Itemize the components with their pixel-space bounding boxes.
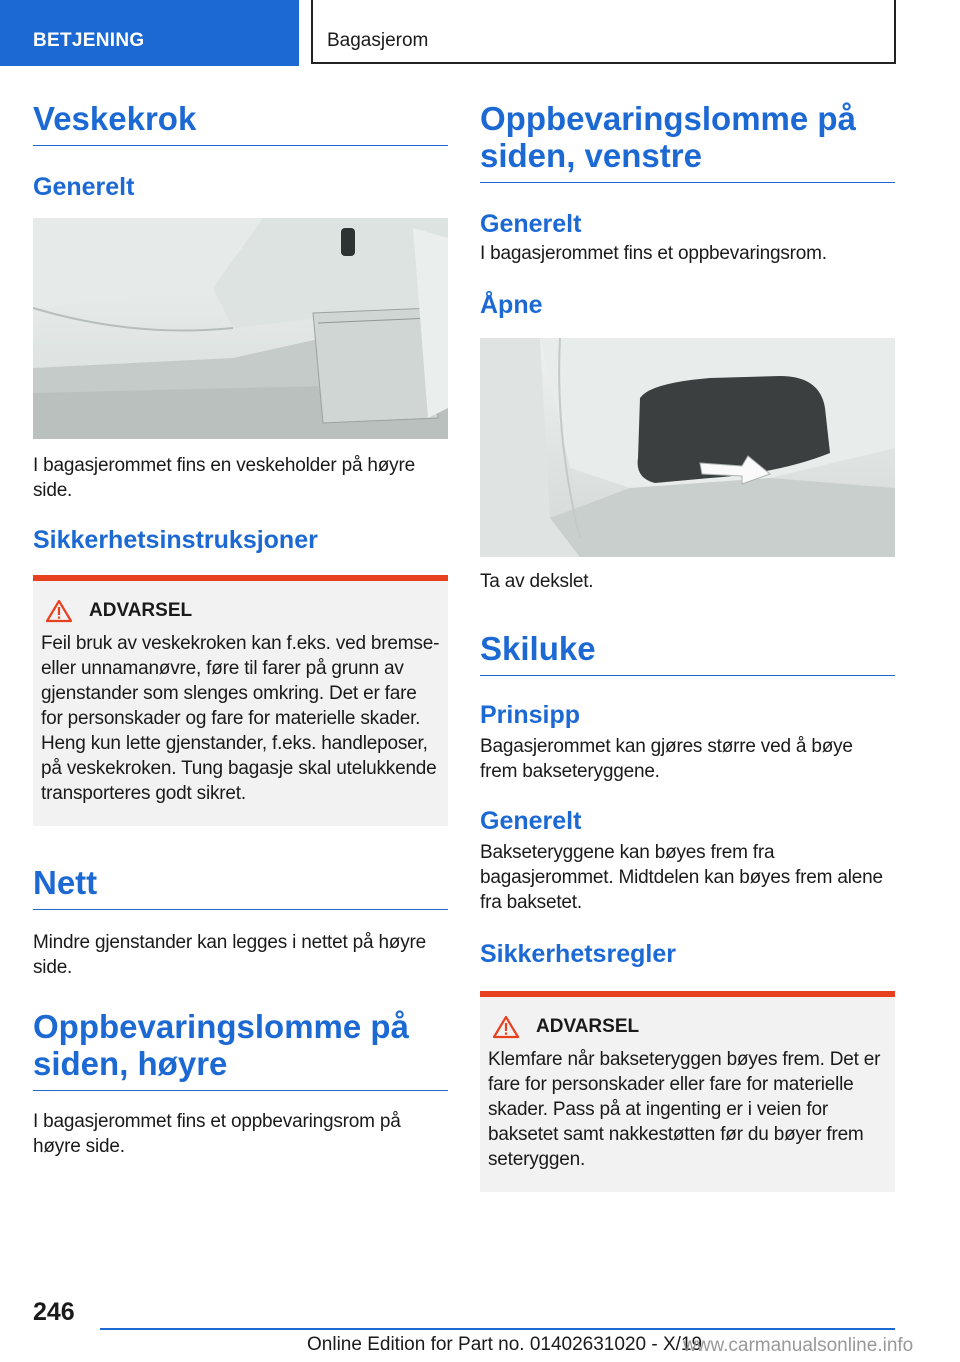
section-title-skiluke: Skiluke — [480, 630, 895, 676]
warning-triangle-icon — [45, 599, 73, 623]
warning-text: Feil bruk av veskekroken kan f.eks. ved bremse- eller unnamanøvre, føre til farer på grunn av gjenstander som slenges omkring. Det er fare for personskader og fare for materielle skader. Heng kun lette gjenstander, f.eks. handleposer, på veskekroken. Tung bagasje skal utelukkende transporteres godt sikret. — [41, 633, 440, 804]
subheading-safety-rules: Sikkerhetsregler — [480, 940, 676, 968]
text-generelt-ski: Bakseteryggene kan bøyes frem fra bagasjerommet. Midtdelen kan bøyes frem alene fra baksetet. — [480, 842, 883, 913]
warning-title: ADVARSEL — [536, 1016, 640, 1037]
watermark: www.carmanualsonline.info — [683, 1335, 914, 1356]
chapter-title: Bagasjerom — [311, 0, 896, 64]
section-title-pocket-left: Oppbevaringslomme på siden, venstre — [480, 100, 895, 183]
right-column — [480, 100, 895, 1192]
section-tab: BETJENING — [0, 0, 299, 66]
section-title-nett: Nett — [33, 864, 448, 910]
warning-title: ADVARSEL — [89, 600, 193, 621]
section-title-pocket-right: Oppbevaringslomme på siden, høyre — [33, 1008, 448, 1091]
subheading-generelt: Generelt — [33, 173, 135, 201]
page-number: 246 — [33, 1298, 75, 1326]
text-pocket-right: I bagasjerommet fins et oppbevaringsrom på høyre side. — [33, 1111, 401, 1157]
text-net: Mindre gjenstander kan legges i nettet på høyre side. — [33, 932, 427, 978]
footer-edition: Online Edition for Part no. 01402631020 - X/19 — [307, 1334, 703, 1355]
subheading-generelt: Generelt — [480, 210, 582, 238]
subheading-safety: Sikkerhetsinstruksjoner — [33, 526, 318, 554]
warning-header — [488, 1015, 887, 1039]
photo-side-pocket — [480, 338, 895, 557]
section-title-veskekrok: Veskekrok — [33, 100, 448, 146]
left-column — [33, 100, 448, 1159]
caption-remove-cover: Ta av dekslet. — [480, 571, 594, 592]
warning-header — [41, 599, 440, 623]
warning-triangle-icon — [492, 1015, 520, 1039]
subheading-principle: Prinsipp — [480, 701, 581, 729]
photo-bag-hook — [33, 218, 448, 439]
page-header — [0, 0, 960, 66]
text-bag-hook: I bagasjerommet fins en veskeholder på høyre side. — [33, 455, 415, 501]
text-principle: Bagasjerommet kan gjøres større ved å bøye frem bakseteryggene. — [480, 736, 853, 782]
subheading-open: Åpne — [480, 291, 543, 319]
subheading-generelt-ski: Generelt — [480, 807, 582, 835]
footer-divider — [100, 1328, 895, 1330]
warning-box-bag-hook — [33, 575, 448, 826]
text-pocket-left: I bagasjerommet fins et oppbevaringsrom. — [480, 243, 827, 264]
warning-text: Klemfare når bakseteryggen bøyes frem. Det er fare for personskader eller fare for materielle skader. Pass på at ingenting er i veien for baksetet samt nakkestøtten før du bøyer frem seteryggen. — [488, 1049, 881, 1170]
warning-box-ski — [480, 991, 895, 1192]
